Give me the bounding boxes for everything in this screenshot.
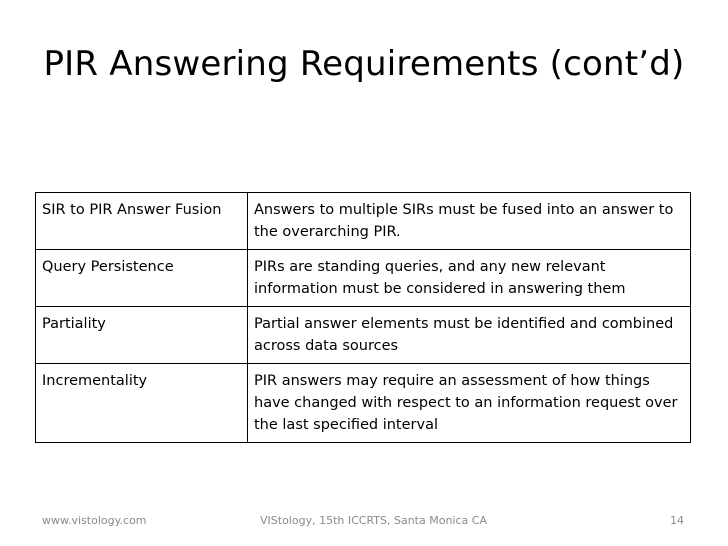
- table-row: [36, 193, 691, 250]
- table-row: [36, 307, 691, 364]
- footer-page-number: 14: [670, 514, 684, 527]
- requirement-description: Partial answer elements must be identified and combined across data sources: [248, 307, 691, 364]
- requirement-name: Incrementality: [36, 364, 248, 443]
- requirement-name: Partiality: [36, 307, 248, 364]
- table-row: [36, 364, 691, 443]
- requirement-name: SIR to PIR Answer Fusion: [36, 193, 248, 250]
- table-row: [36, 250, 691, 307]
- requirements-table: [35, 192, 691, 443]
- requirement-description: PIRs are standing queries, and any new relevant information must be considered in answering them: [248, 250, 691, 307]
- footer-website: www.vistology.com: [42, 514, 147, 527]
- slide-title: PIR Answering Requirements (cont’d): [43, 44, 685, 84]
- requirement-description: PIR answers may require an assessment of how things have changed with respect to an information request over the last specified interval: [248, 364, 691, 443]
- requirement-description: Answers to multiple SIRs must be fused into an answer to the overarching PIR.: [248, 193, 691, 250]
- footer-event: VIStology, 15th ICCRTS, Santa Monica CA: [260, 514, 487, 527]
- requirement-name: Query Persistence: [36, 250, 248, 307]
